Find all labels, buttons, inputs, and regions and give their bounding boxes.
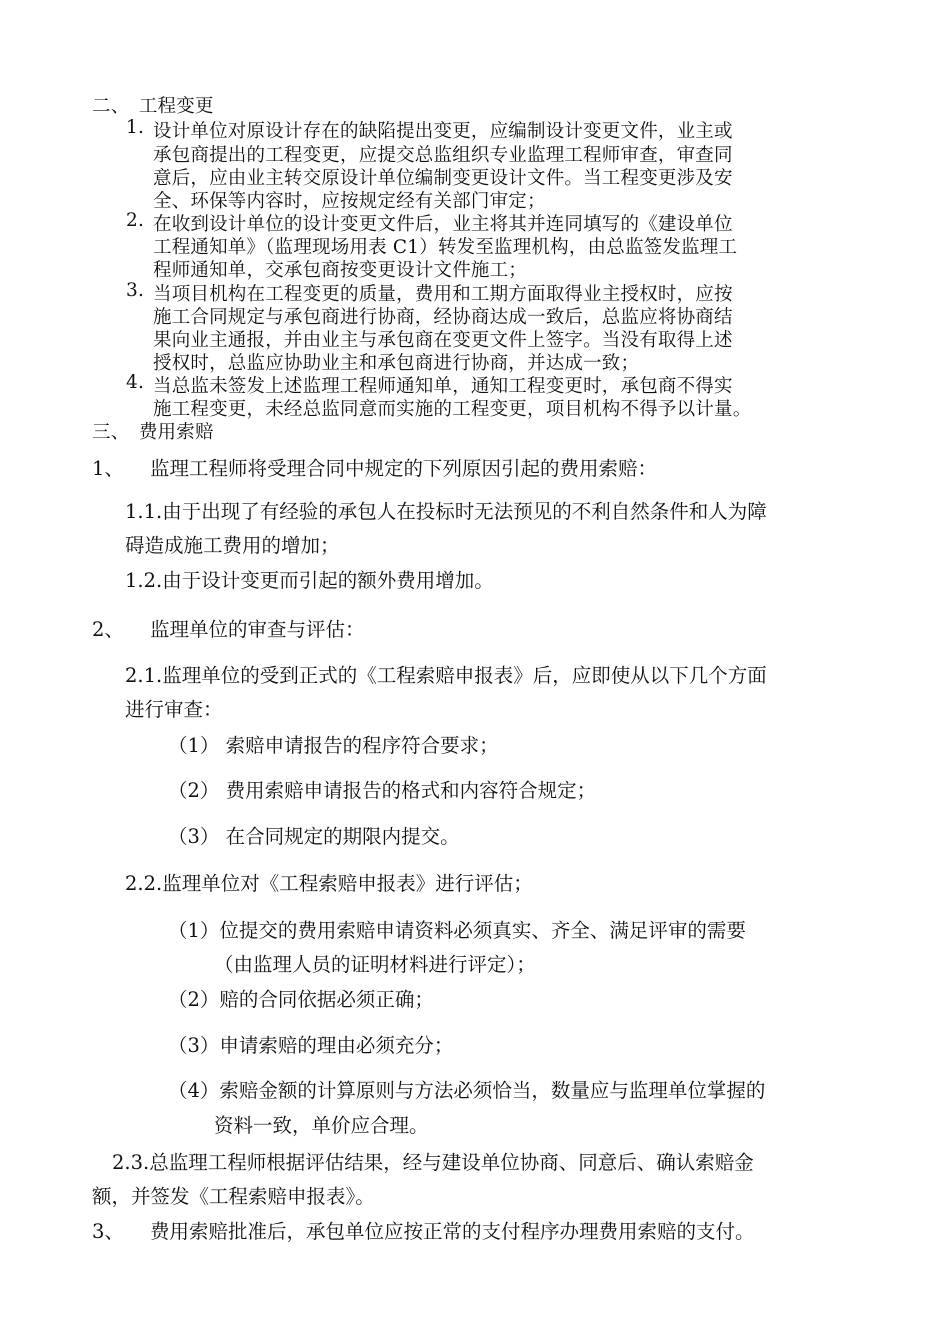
- check-item: （2） 费用索赔申请报告的格式和内容符合规定；: [168, 779, 597, 802]
- list-item-line: 意后，应由业主转交原设计单位编制变更设计文件。当工程变更涉及安: [153, 168, 733, 189]
- eval-item: （2）赔的合同依据必须正确；: [168, 988, 434, 1011]
- sub-item-line: 额，并签发《工程索赔申报表》。: [92, 1185, 375, 1208]
- sub-item-line: 1.2.由于设计变更而引起的额外费用增加。: [125, 569, 494, 592]
- check-item: （3） 在合同规定的期限内提交。: [168, 825, 460, 848]
- sub-item-line: 进行审查：: [125, 698, 223, 721]
- list-item-line: 当项目机构在工程变更的质量，费用和工期方面取得业主授权时，应按: [153, 284, 733, 305]
- section-heading-cost-claim: 三、 费用索赔: [92, 422, 214, 443]
- paragraph-text: 费用索赔批准后，承包单位应按正常的支付程序办理费用索赔的支付。: [150, 1220, 755, 1243]
- list-number: 2.: [126, 210, 145, 231]
- sub-item-line: 2.3.总监理工程师根据评估结果，经与建设单位协商、同意后、确认索赔金: [112, 1151, 754, 1174]
- list-item-line: 果向业主通报，并由业主与承包商在变更文件上签字。当没有取得上述: [153, 330, 733, 351]
- sub-item-line: 2.2.监理单位对《工程索赔申报表》进行评估；: [125, 872, 533, 895]
- eval-item-line: （4）索赔金额的计算原则与方法必须恰当，数量应与监理单位掌握的: [168, 1079, 766, 1102]
- check-item: （1） 索赔申请报告的程序符合要求；: [168, 734, 499, 757]
- list-number: 4.: [126, 372, 145, 393]
- section-heading-engineering-change: 二、 工程变更: [92, 96, 214, 117]
- list-item-line: 承包商提出的工程变更，应提交总监组织专业监理工程师审查，审查同: [153, 145, 733, 166]
- sub-item-line: 2.1.监理单位的受到正式的《工程索赔申报表》后，应即使从以下几个方面: [125, 664, 767, 687]
- list-item-line: 在收到设计单位的设计变更文件后，业主将其并连同填写的《建设单位: [153, 214, 733, 235]
- list-item-line: 授权时，总监应协助业主和承包商进行协商，并达成一致；: [153, 353, 640, 374]
- list-item-line: 设计单位对原设计存在的缺陷提出变更，应编制设计变更文件，业主或: [153, 121, 733, 142]
- list-item-line: 全、环保等内容时，应按规定经有关部门审定；: [153, 191, 546, 212]
- list-item-line: 施工程变更，未经总监同意而实施的工程变更，项目机构不得予以计量。: [153, 399, 752, 420]
- eval-item: （3）申请索赔的理由必须充分；: [168, 1034, 454, 1057]
- sub-item-line: 碍造成施工费用的增加；: [125, 534, 340, 557]
- list-item-line: 程师通知单，交承包商按变更设计文件施工；: [153, 260, 528, 281]
- eval-item-line: 资料一致，单价应合理。: [214, 1114, 429, 1137]
- paragraph-number: 1、: [92, 457, 124, 480]
- list-item-line: 当总监未签发上述监理工程师通知单，通知工程变更时，承包商不得实: [153, 376, 733, 397]
- paragraph-number: 2、: [92, 618, 124, 641]
- list-number: 3.: [126, 280, 145, 301]
- eval-item-line: （由监理人员的证明材料进行评定）；: [214, 953, 536, 976]
- paragraph-text: 监理工程师将受理合同中规定的下列原因引起的费用索赔：: [150, 457, 658, 480]
- sub-item-line: 1.1.由于出现了有经验的承包人在投标时无法预见的不利自然条件和人为障: [125, 500, 767, 523]
- list-item-line: 施工合同规定与承包商进行协商，经协商达成一致后，总监应将协商结: [153, 307, 733, 328]
- eval-item-line: （1）位提交的费用索赔申请资料必须真实、齐全、满足评审的需要: [168, 919, 746, 942]
- paragraph-number: 3、: [92, 1220, 124, 1243]
- list-number: 1.: [126, 117, 145, 138]
- paragraph-text: 监理单位的审查与评估：: [150, 618, 365, 641]
- list-item-line: 工程通知单》（监理现场用表 C1）转发至监理机构，由总监签发监理工: [153, 237, 738, 258]
